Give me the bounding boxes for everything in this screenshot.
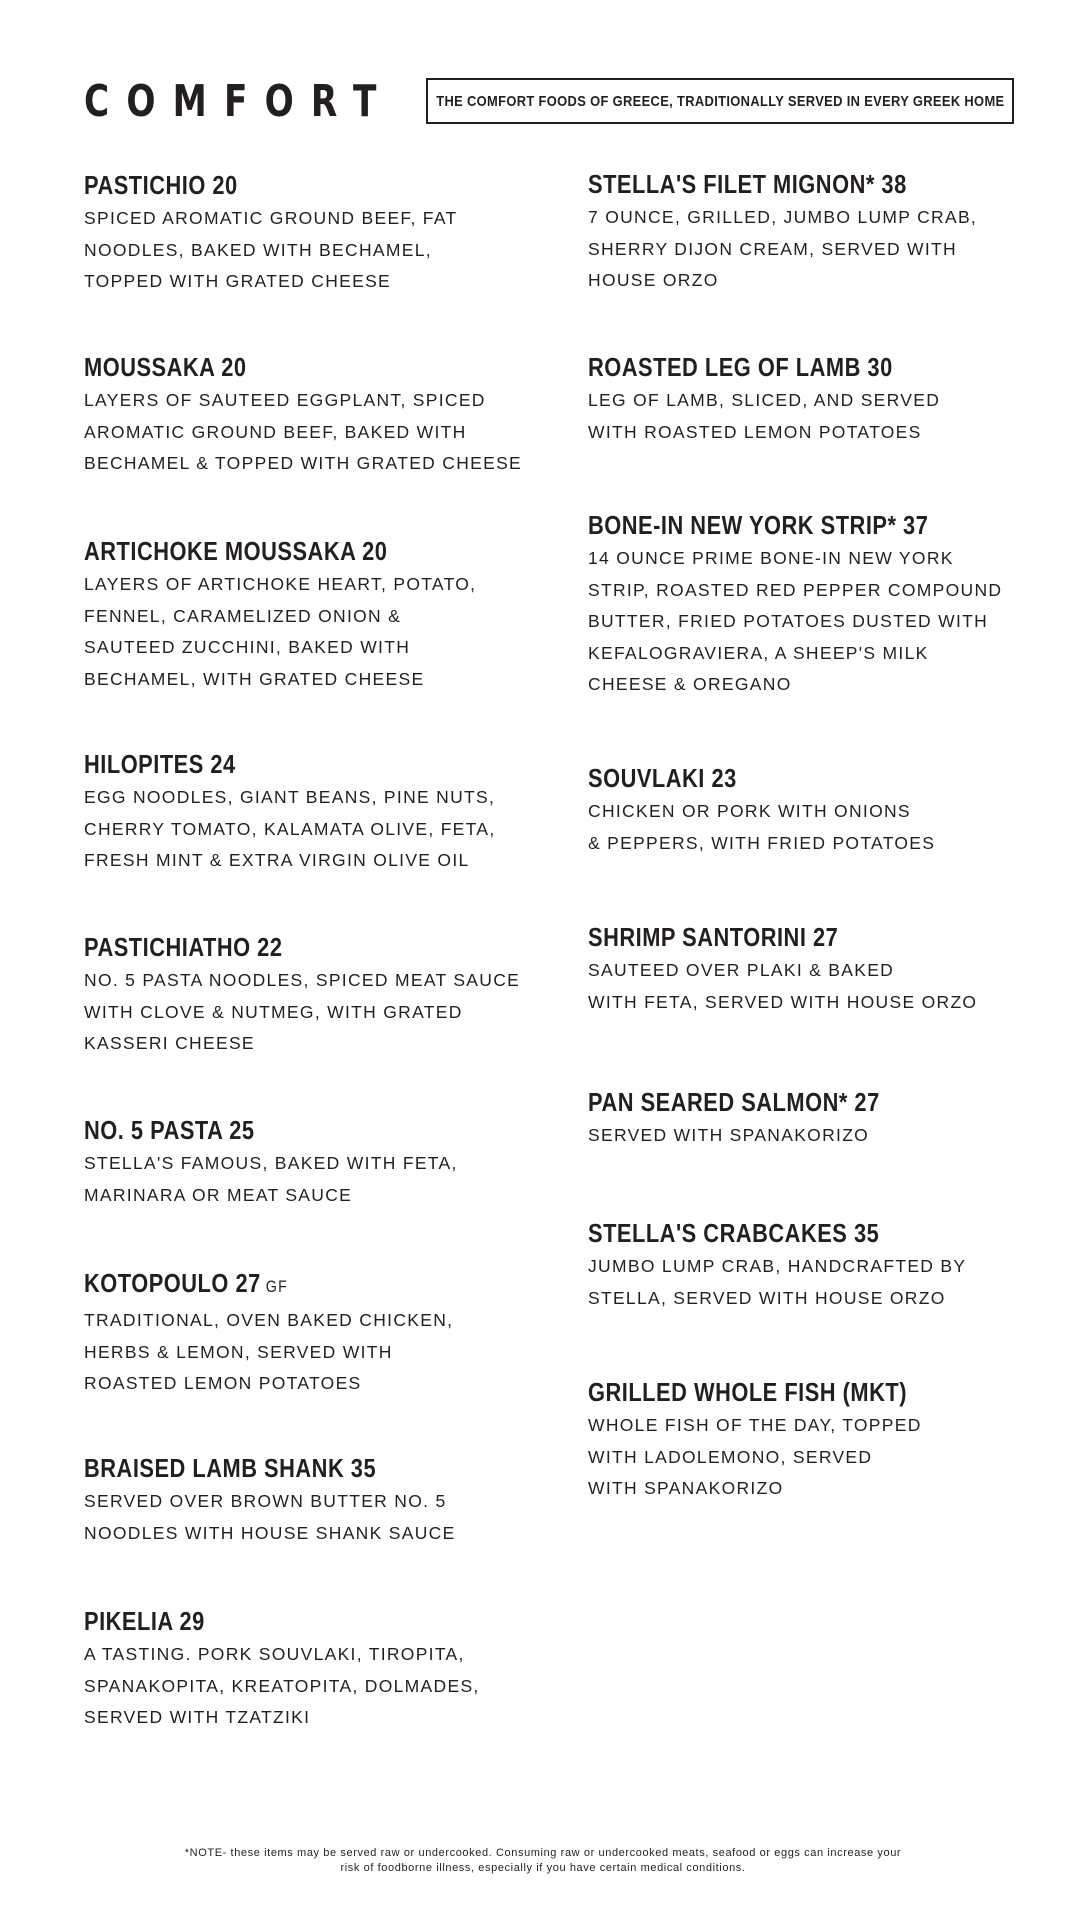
description-line: CHEESE & OREGANO (588, 674, 792, 694)
menu-item-description (84, 782, 495, 877)
description-line: 14 OUNCE PRIME BONE-IN NEW YORK (588, 548, 954, 568)
menu-item-name-price: BRAISED LAMB SHANK 35 (84, 1453, 377, 1483)
description-line: FENNEL, CARAMELIZED ONION & (84, 605, 402, 626)
tagline: THE COMFORT FOODS OF GREECE, TRADITIONALLY SERVED IN EVERY GREEK HOME (435, 92, 1005, 110)
menu-item (84, 350, 522, 480)
menu-item (84, 930, 520, 1060)
menu-item-title (84, 534, 414, 568)
description-line: LAYERS OF SAUTEED EGGPLANT, SPICED (84, 390, 486, 410)
menu-item-title (84, 1451, 396, 1485)
description-line: SHERRY DIJON CREAM, SERVED WITH (588, 238, 957, 259)
description-line: STELLA'S FAMOUS, BAKED WITH FETA, (84, 1153, 458, 1173)
menu-item-description (588, 543, 1002, 701)
logo: COMFORT (84, 76, 394, 127)
description-line: HOUSE ORZO (588, 270, 719, 290)
menu-item-description (588, 1251, 966, 1314)
description-line: A TASTING. PORK SOUVLAKI, TIROPITA, (84, 1644, 465, 1664)
menu-item-name-price: PASTICHIO 20 (84, 170, 238, 200)
menu-item-title (84, 168, 398, 202)
menu-item-name-price: SHRIMP SANTORINI 27 (588, 922, 839, 952)
description-line: STRIP, ROASTED RED PEPPER COMPOUND (588, 579, 1003, 600)
menu-item-name-price: KOTOPOULO 27 (84, 1268, 261, 1298)
menu-item-description (84, 1486, 456, 1549)
menu-item-name-price: BONE-IN NEW YORK STRIP* 37 (588, 510, 929, 540)
menu-item-title (84, 930, 450, 964)
description-line: WITH SPANAKORIZO (588, 1478, 784, 1498)
footnote-line-1: *NOTE- these items may be served raw or undercooked. Consuming raw or undercooked meats, seafood or eggs can increase your (184, 1847, 902, 1859)
menu-item-title (588, 1085, 880, 1119)
menu-item-name-price: PIKELIA 29 (84, 1606, 205, 1636)
menu-item (84, 1266, 453, 1400)
menu-item (588, 1216, 966, 1314)
description-line: NOODLES WITH HOUSE SHANK SAUCE (84, 1522, 456, 1543)
menu-item-title (588, 920, 915, 954)
description-line: EGG NOODLES, GIANT BEANS, PINE NUTS, (84, 787, 496, 807)
description-line: SERVED WITH TZATZIKI (84, 1707, 311, 1727)
menu-item-description (84, 385, 522, 480)
description-line: WHOLE FISH OF THE DAY, TOPPED (588, 1415, 922, 1435)
menu-item-title (84, 1266, 394, 1304)
menu-item-description (588, 1120, 935, 1152)
menu-item-title (84, 350, 452, 384)
description-line: CHICKEN OR PORK WITH ONIONS (588, 801, 911, 821)
description-line: SAUTEED OVER PLAKI & BAKED (588, 960, 895, 980)
description-line: TOPPED WITH GRATED CHEESE (84, 271, 392, 291)
description-line: NOODLES, BAKED WITH BECHAMEL, (84, 239, 432, 260)
menu-item-description (84, 965, 520, 1060)
description-line: NO. 5 PASTA NOODLES, SPICED MEAT SAUCE (84, 970, 521, 990)
menu-item-description (84, 1639, 480, 1734)
menu-item (588, 1085, 935, 1152)
description-line: WITH ROASTED LEMON POTATOES (588, 421, 922, 442)
menu-item-description (84, 1148, 458, 1211)
description-line: MARINARA OR MEAT SAUCE (84, 1184, 353, 1205)
menu-item (84, 1113, 458, 1211)
description-line: BECHAMEL, WITH GRATED CHEESE (84, 668, 425, 689)
menu-item (588, 761, 935, 859)
menu-item (588, 1375, 968, 1505)
description-line: & PEPPERS, WITH FRIED POTATOES (588, 832, 936, 853)
description-line: SPICED AROMATIC GROUND BEEF, FAT (84, 208, 458, 228)
description-line: WITH FETA, SERVED WITH HOUSE ORZO (588, 991, 978, 1012)
menu-item-title (84, 1604, 416, 1638)
footnote-line-2: risk of foodborne illness, especially if you have certain medical conditions. (340, 1862, 746, 1874)
menu-item (84, 1604, 480, 1734)
description-line: FRESH MINT & EXTRA VIRGIN OLIVE OIL (84, 850, 470, 870)
description-line: KEFALOGRAVIERA, A SHEEP'S MILK (588, 642, 929, 663)
menu-item (84, 1451, 456, 1549)
menu-item-name-price: STELLA'S FILET MIGNON* 38 (588, 169, 907, 199)
menu-item (588, 508, 1002, 701)
menu-item-title (588, 350, 893, 384)
description-line: BECHAMEL & TOPPED WITH GRATED CHEESE (84, 453, 523, 473)
footnote (0, 1846, 1086, 1876)
description-line: SERVED WITH SPANAKORIZO (588, 1125, 870, 1145)
description-line: WITH CLOVE & NUTMEG, WITH GRATED (84, 1001, 463, 1022)
menu-item (84, 534, 476, 695)
description-line: STELLA, SERVED WITH HOUSE ORZO (588, 1287, 946, 1308)
menu-item-description (84, 203, 458, 298)
description-line: 7 OUNCE, GRILLED, JUMBO LUMP CRAB, (588, 207, 978, 227)
description-line: JUMBO LUMP CRAB, HANDCRAFTED BY (588, 1256, 967, 1276)
description-line: ROASTED LEMON POTATOES (84, 1373, 362, 1393)
menu-item-name-price: SOUVLAKI 23 (588, 763, 737, 793)
description-line: CHERRY TOMATO, KALAMATA OLIVE, FETA, (84, 818, 496, 839)
menu-item-title (588, 508, 936, 542)
menu-item (588, 920, 977, 1018)
description-line: LAYERS OF ARTICHOKE HEART, POTATO, (84, 574, 477, 594)
description-line: TRADITIONAL, OVEN BAKED CHICKEN, (84, 1310, 454, 1330)
menu-item-description (588, 202, 977, 297)
menu-item-description (84, 569, 476, 695)
menu-item-title (84, 1113, 398, 1147)
menu-item-name-price: PAN SEARED SALMON* 27 (588, 1087, 880, 1117)
menu-item (588, 350, 951, 448)
menu-item-description (84, 1305, 453, 1400)
menu-item-name-price: NO. 5 PASTA 25 (84, 1115, 255, 1145)
menu-item-name-price: GRILLED WHOLE FISH (MKT) (588, 1377, 908, 1407)
description-line: SPANAKOPITA, KREATOPITA, DOLMADES, (84, 1675, 480, 1696)
menu-item (84, 747, 495, 877)
menu-item-name-price: ROASTED LEG OF LAMB 30 (588, 352, 893, 382)
description-line: SAUTEED ZUCCHINI, BAKED WITH (84, 637, 411, 657)
menu-item-name-price: ARTICHOKE MOUSSAKA 20 (84, 536, 388, 566)
menu-item (588, 167, 977, 297)
menu-item-title (84, 747, 430, 781)
menu-item-description (588, 796, 935, 859)
description-line: HERBS & LEMON, SERVED WITH (84, 1341, 393, 1362)
description-line: LEG OF LAMB, SLICED, AND SERVED (588, 390, 941, 410)
description-line: AROMATIC GROUND BEEF, BAKED WITH (84, 421, 467, 442)
menu-item-title (588, 761, 880, 795)
description-line: SERVED OVER BROWN BUTTER NO. 5 (84, 1491, 447, 1511)
menu-item-title (588, 1375, 907, 1409)
tagline-box (426, 78, 1014, 124)
description-line: BUTTER, FRIED POTATOES DUSTED WITH (588, 611, 989, 631)
description-line: KASSERI CHEESE (84, 1033, 255, 1053)
menu-item-name-price: PASTICHIATHO 22 (84, 932, 283, 962)
dietary-tag: GF (265, 1277, 289, 1296)
description-line: WITH LADOLEMONO, SERVED (588, 1446, 873, 1467)
menu-item-name-price: MOUSSAKA 20 (84, 352, 247, 382)
menu-item (84, 168, 458, 298)
menu-item-description (588, 955, 977, 1018)
menu-item-name-price: HILOPITES 24 (84, 749, 236, 779)
menu-item-title (588, 167, 915, 201)
menu-item-title (588, 1216, 906, 1250)
menu-item-name-price: STELLA'S CRABCAKES 35 (588, 1218, 880, 1248)
menu-item-description (588, 385, 951, 448)
menu-item-description (588, 1410, 968, 1505)
